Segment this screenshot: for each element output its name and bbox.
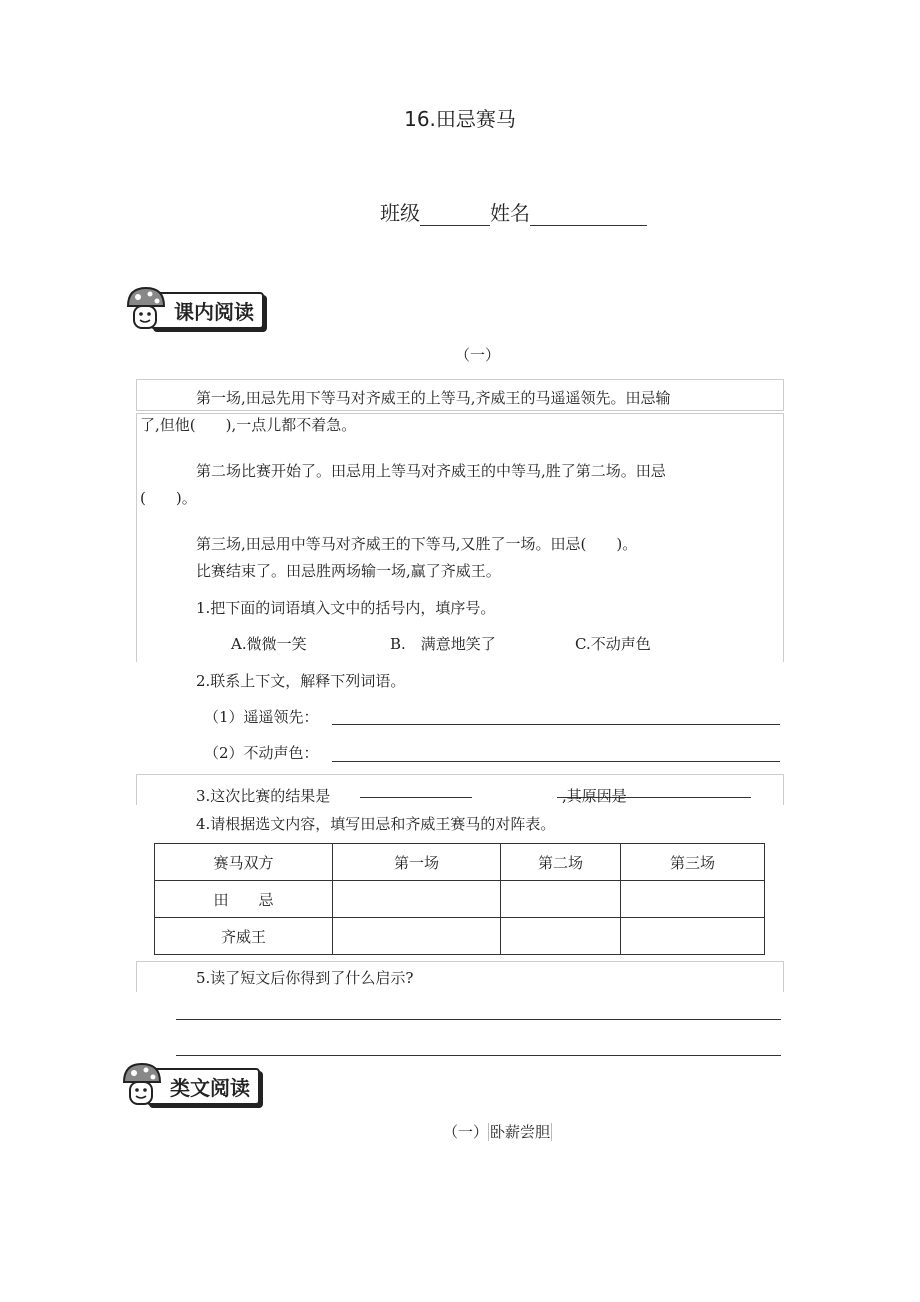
passage-p2-line1: 第二场比赛开始了。田忌用上等马对齐威王的中等马,胜了第二场。田忌	[196, 462, 666, 480]
question-2-2: （2）不动声色：	[204, 744, 319, 762]
table-cell[interactable]	[333, 918, 501, 955]
table-cell[interactable]	[621, 918, 765, 955]
section-badge-similar	[120, 1060, 270, 1110]
similar-reading-number: （一）	[443, 1123, 489, 1141]
passage-p2-line2: ( )。	[140, 489, 197, 507]
table-row	[155, 918, 765, 955]
table-row-label: 田 忌	[155, 881, 333, 918]
q5-answer-line-2[interactable]	[176, 1055, 781, 1056]
q1-option-a: A.微微一笑	[231, 635, 307, 653]
name-blank[interactable]	[530, 201, 647, 226]
q5-answer-line-1[interactable]	[176, 1019, 781, 1020]
table-header-cell: 第三场	[621, 844, 765, 881]
class-label: 班级	[380, 201, 420, 225]
match-table	[154, 843, 765, 955]
mushroom-mascot-icon	[124, 284, 168, 334]
similar-reading-heading	[443, 1121, 552, 1142]
class-name-line	[380, 197, 647, 226]
question-3-part-a: 3.这次比赛的结果是	[196, 787, 331, 805]
section-badge-in-class	[124, 284, 274, 334]
passage-p3-line1: 第三场,田忌用中等马对齐威王的下等马,又胜了一场。田忌( )。	[196, 535, 638, 553]
table-header-cell: 赛马双方	[155, 844, 333, 881]
passage-p3-line2: 比赛结束了。田忌胜两场输一场,赢了齐威王。	[196, 562, 501, 580]
question-4: 4.请根据选文内容，填写田忌和齐威王赛马的对阵表。	[196, 815, 556, 833]
q3-result-line[interactable]	[360, 797, 472, 798]
table-row	[155, 881, 765, 918]
page-title: 16.田忌赛马	[404, 107, 516, 131]
table-header-row	[155, 844, 765, 881]
similar-reading-title: 卧薪尝胆	[490, 1123, 551, 1141]
table-cell[interactable]	[333, 881, 501, 918]
q1-option-c: C.不动声色	[575, 635, 651, 653]
passage-p1-line2: 了,但他( ),一点儿都不着急。	[140, 416, 357, 434]
name-label: 姓名	[490, 201, 530, 225]
passage-p1-line1: 第一场,田忌先用下等马对齐威王的上等马,齐威王的马遥遥领先。田忌输	[196, 389, 671, 407]
table-header-cell: 第一场	[333, 844, 501, 881]
section-title-in-class: 课内阅读	[150, 292, 264, 329]
question-2: 2.联系上下文，解释下列词语。	[196, 672, 406, 690]
question-1: 1.把下面的词语填入文中的括号内，填序号。	[196, 599, 496, 617]
question-3-part-b: ,其原因是	[562, 787, 627, 805]
class-blank[interactable]	[420, 201, 490, 226]
q2-1-answer-line[interactable]	[332, 724, 780, 725]
passage-number: （一）	[454, 346, 500, 364]
table-row-label: 齐威王	[155, 918, 333, 955]
question-2-1: （1）遥遥领先：	[204, 708, 319, 726]
table-cell[interactable]	[501, 918, 621, 955]
table-cell[interactable]	[621, 881, 765, 918]
question-5: 5.读了短文后你得到了什么启示?	[196, 969, 414, 987]
q1-option-b: B. 满意地笑了	[390, 635, 496, 653]
section-title-similar: 类文阅读	[146, 1068, 260, 1105]
table-header-cell: 第二场	[501, 844, 621, 881]
table-cell[interactable]	[501, 881, 621, 918]
mushroom-mascot-icon	[120, 1060, 164, 1110]
q2-2-answer-line[interactable]	[332, 761, 780, 762]
